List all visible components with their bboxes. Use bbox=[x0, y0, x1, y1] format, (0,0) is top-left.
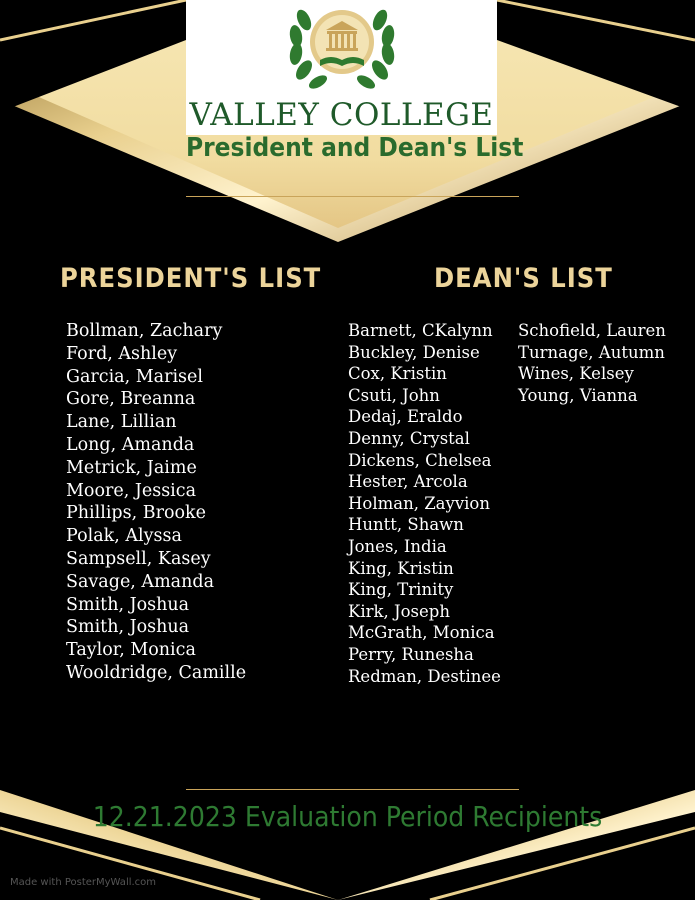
footer-title: 12.21.2023 Evaluation Period Recipients bbox=[92, 800, 603, 833]
top-divider bbox=[186, 196, 519, 197]
list-item: Garcia, Marisel bbox=[66, 366, 203, 387]
list-item: Savage, Amanda bbox=[66, 571, 214, 592]
list-item: King, Kristin bbox=[348, 558, 454, 578]
list-item: Metrick, Jaime bbox=[66, 457, 197, 478]
list-item: Schofield, Lauren bbox=[518, 321, 666, 340]
list-item: Young, Vianna bbox=[518, 385, 638, 405]
list-item: King, Trinity bbox=[348, 580, 454, 600]
list-item: Jones, India bbox=[348, 536, 447, 556]
list-item: Perry, Runesha bbox=[348, 644, 474, 664]
list-item: Barnett, CKalynn bbox=[348, 321, 493, 340]
list-item: Dedaj, Eraldo bbox=[348, 407, 463, 427]
list-item: Buckley, Denise bbox=[348, 342, 480, 362]
list-item: Cox, Kristin bbox=[348, 364, 447, 384]
list-item: Smith, Joshua bbox=[66, 594, 190, 615]
deans-list-column-1 bbox=[348, 320, 501, 687]
list-item: Gore, Breanna bbox=[66, 389, 196, 410]
bottom-divider bbox=[186, 789, 519, 790]
list-item: Lane, Lillian bbox=[66, 412, 177, 433]
deans-list-heading: DEAN'S LIST bbox=[434, 263, 613, 294]
list-item: Phillips, Brooke bbox=[66, 503, 206, 524]
list-item: Long, Amanda bbox=[66, 434, 195, 455]
list-item: Csuti, John bbox=[348, 385, 440, 405]
logo-box bbox=[186, 0, 497, 135]
list-item: Bollman, Zachary bbox=[66, 321, 223, 341]
list-item: Ford, Ashley bbox=[66, 343, 178, 364]
list-item: Denny, Crystal bbox=[348, 428, 470, 448]
list-item: Taylor, Monica bbox=[66, 640, 196, 661]
list-item: Huntt, Shawn bbox=[348, 515, 464, 535]
college-name: VALLEY COLLEGE bbox=[189, 97, 494, 133]
list-item: Dickens, Chelsea bbox=[348, 450, 492, 470]
list-item: Wooldridge, Camille bbox=[66, 662, 247, 683]
list-item: Redman, Destinee bbox=[348, 666, 501, 686]
list-item: Holman, Zayvion bbox=[348, 493, 490, 513]
presidents-list-heading: PRESIDENT'S LIST bbox=[60, 263, 322, 294]
list-item: Turnage, Autumn bbox=[518, 342, 665, 362]
laurel-wreath-temple-book-icon bbox=[282, 0, 402, 100]
list-item: Polak, Alyssa bbox=[66, 526, 182, 547]
list-item: Moore, Jessica bbox=[66, 480, 197, 501]
presidents-list bbox=[66, 320, 246, 685]
list-item: Smith, Joshua bbox=[66, 617, 190, 638]
list-item: Sampsell, Kasey bbox=[66, 548, 211, 569]
page-subtitle: President and Dean's List bbox=[186, 133, 524, 163]
watermark: Made with PosterMyWall.com bbox=[10, 877, 157, 888]
list-item: Hester, Arcola bbox=[348, 472, 468, 492]
list-item: Kirk, Joseph bbox=[348, 601, 450, 621]
deans-list-column-2 bbox=[518, 320, 666, 406]
list-item: Wines, Kelsey bbox=[518, 364, 634, 384]
list-item: McGrath, Monica bbox=[348, 623, 495, 643]
